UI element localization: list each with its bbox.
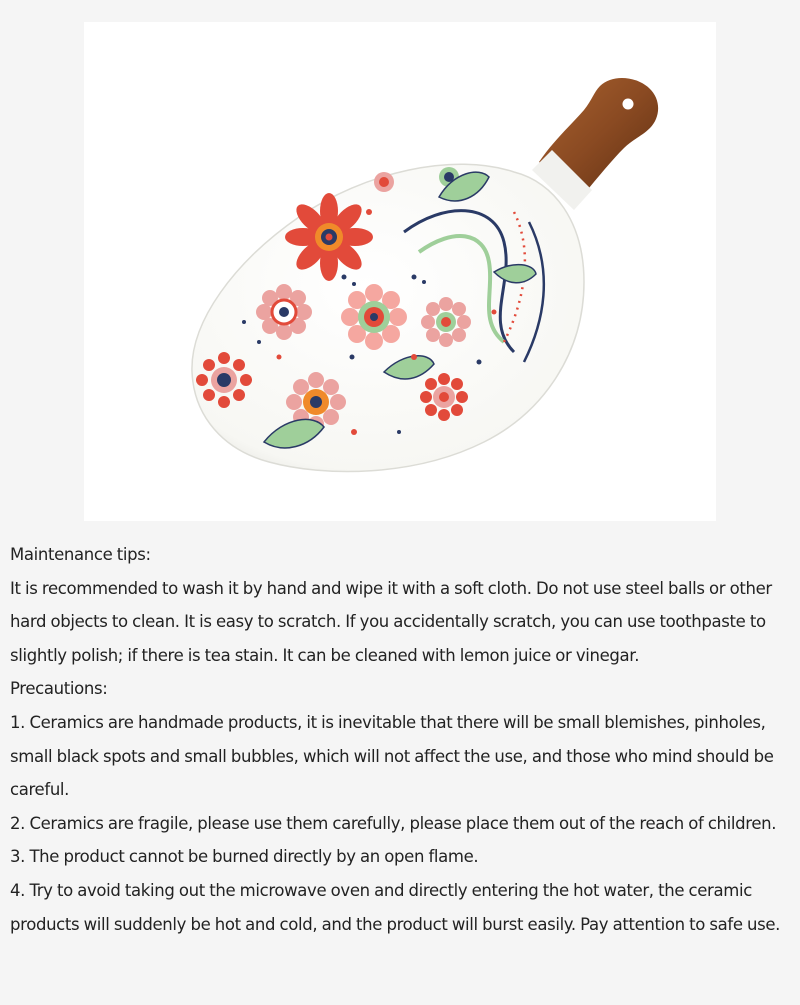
wooden-handle [532, 78, 658, 210]
product-photo [84, 22, 716, 521]
ceramic-scoop-illustration [84, 22, 716, 521]
maintenance-heading: Maintenance tips: [10, 545, 151, 564]
precaution-item: 1. Ceramics are handmade products, it is inevitable that there will be small blemishes, pinholes, small black spots and small bubbles, which will not affect the use, and those who mind should be careful. [10, 712, 774, 800]
precautions-heading: Precautions: [10, 679, 108, 699]
maintenance-text: It is recommended to wash it by hand and wipe it with a soft cloth. Do not use steel balls or other hard objects to clean. It is easy to scratch. If you accidentally scratch, you can use toothpaste to slightly polish; if there is tea stain. It can be cleaned with lemon juice or vinegar. [10, 578, 772, 665]
precaution-item: 2. Ceramics are fragile, please use them carefully, please place them out of the reach of children. [10, 813, 777, 833]
precaution-item: 3. The product cannot be burned directly by an open flame. [10, 847, 479, 867]
product-description [10, 538, 795, 941]
precaution-item: 4. Try to avoid taking out the microwave oven and directly entering the hot water, the ceramic products will suddenly be hot and cold, and the product will burst easily. Pay attention to safe use. [10, 880, 781, 934]
